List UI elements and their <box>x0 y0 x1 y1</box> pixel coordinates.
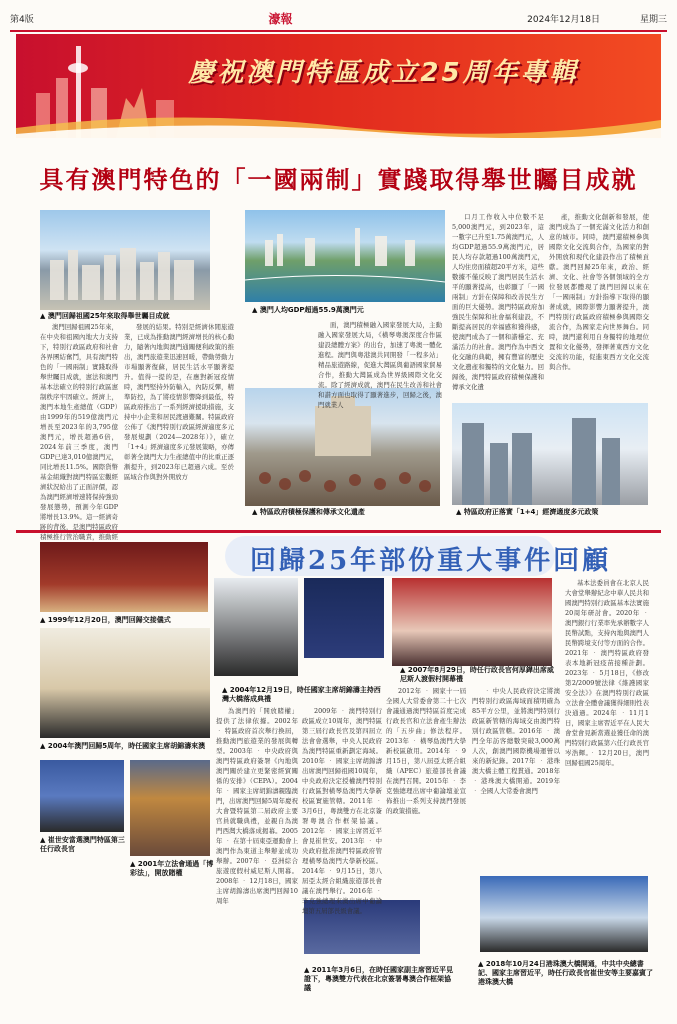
macau-cityscape-photo <box>40 210 210 310</box>
photo-caption: ▲ 2004年12月19日，時任國家主席胡錦濤主持西灣大橋落成典禮 <box>222 686 381 703</box>
article-column <box>40 322 118 541</box>
modern-buildings-photo <box>452 403 648 505</box>
photo-caption: ▲ 2007年8月29日，時任行政長官何厚鏵出席威尼斯人渡假村開幕禮 <box>400 666 554 683</box>
photo-caption: ▲ 澳門回歸祖國25年來取得舉世矚目成就 <box>40 312 170 320</box>
hzmb-opening-photo <box>480 876 648 952</box>
article-column <box>124 322 234 522</box>
venetian-opening-photo <box>392 578 552 666</box>
special-edition-banner <box>16 34 661 138</box>
photo-caption: ▲ 2011年3月6日，在時任國家副主席習近平見證下，粵澳雙方代表在北京簽署粵澳合作框架協議 <box>304 966 454 992</box>
photo-caption: ▲ 澳門人均GDP超過55.9萬澳門元 <box>252 306 364 314</box>
photo-caption: ▲ 1999年12月20日，澳門回歸交接儀式 <box>40 616 171 624</box>
article-column <box>549 212 649 400</box>
timeline-column <box>472 686 560 870</box>
timeline-text: 2012年 ‧ 國家十一屆全國人大常委會第二十七次會議通過澳門特區首度完成行政長官和立法會產生辦法的「五步曲」修法程序。2013年 ‧ 橫琴島澳門大學新校區啟用。2014年 ‧ 9月15日，第八屆亞太經合組織（APEC）旅遊部長會議在澳門召開。2015年 ‧ 李克強總理出席中葡論壇並宣佈推出一系列支持澳門發展的政策措施。 <box>386 687 466 815</box>
timeline-text: 2009年 ‧ 澳門特別行政區成立10周年，澳門特區第三屆行政長官及第四屆立法會會選舉，中央人民政府為澳門特區重新劃定海域。2010年 ‧ 國家主席胡錦濤出席澳門回歸祖國10周年，中央政府決定授權澳門特別行政區對橫琴島澳門大學新校區實施管轄。2011年 ‧ 3月6日，粵澳雙方在北京簽署粵澳合作框架協議。2012年 ‧ 國家主席習近平會見崔世安。2013年 ‧ 中央政府批准澳門特區政府管理橫琴島澳門大學新校區。2014年 ‧ 9月15日，第八屆亞太經合組織旅遊部長會議在澳門舉行。2016年 ‧ 李克強總理來澳出席中葡論壇第五屆部長級會議。 <box>302 707 382 915</box>
timeline-column <box>386 686 466 892</box>
banner-title: 慶祝澳門特區成立25周年專輯 <box>188 58 579 88</box>
chui-sai-on-portrait <box>40 760 124 832</box>
photo-caption: ▲ 2001年立法會通過「博彩法」，開放賭權 <box>130 860 214 877</box>
hu-jintao-visit-photo <box>40 628 210 738</box>
handover-ceremony-photo <box>40 542 208 612</box>
article-text: 澳門回歸祖國25年來，在中央和祖國內地大力支持下，特別行政區政府和社會各界團結奮鬥，具有澳門特色的「一國兩制」實踐取得舉世矚目成就，憲法和澳門基本法確立的特別行政區憲制秩序牢固確立。經濟上，澳門本地生產總值（GDP）由1999年的519億澳門元增長至2023年的3,795億澳門元，增長超過6倍，2024年前三季度，澳門GDP已達3,010億澳門元，同比增長11.5%。國際貨幣基金組織對澳門特區宏觀經濟狀況給出了正面評價，認為澳門經濟增速將保持強勁發展態勢，預測今年GDP將增長13.9%。這一經濟奇跡的背後，是澳門特區政府積極推行管治職責，推動經 <box>40 323 118 541</box>
issue-date: 2024年12月18日 <box>527 14 600 25</box>
timeline-column <box>216 706 298 1012</box>
article-text: 發展的結果。特別是經濟休閒旅遊業，已成為推動澳門經濟增長的核心動力，隨著內地與澳門通關便利政策的推出，澳門旅遊業迅速回暖，帶動勞動力市場顯著復蘇，居民生活水平顯著提升。值得一提的是，在應對新冠疫情時，澳門堅持外防輸入，內防反彈，精準防控，為了將疫情影響降到最低，特區政府推出了一系列經濟援助措施，支持中小企業和居民渡過難關。特區政府公佈了《澳門特別行政區經濟適度多元發展規劃（2024—2028年）》，確立「1+4」經濟適度多元發展策略，亦傳彰著全澳門大力生產總值中的比重正逐漸提升，到2023年已超過六成。至於區域合作與對外開放方 <box>124 323 234 481</box>
article-text: 產，推動文化創新和發展，使澳門成為了一個充滿文化活力和創意的城市。同時，澳門還積極參與國際文化交流與合作，為國家的對外開放和現代化建設作出了積極貢獻。澳門回歸25年來，政治、經濟、文化、社會等各個領域的全方位發展都體現了澳門回歸以來在「一國兩制」方針指導下取得的顯著成就，國際影響力顯著提升，澳門特別行政區政府積極參與國際交流合作，為國家走向世界舞台。同時，澳門還利用自身獨特的地理位置和文化優勢，發揮著東西方文化交流的功能，促進東西方文化交流與合作。 <box>549 213 649 371</box>
photo-caption: ▲ 2004年澳門回歸5周年，時任國家主席胡錦濤來澳 <box>40 742 206 750</box>
timeline-column <box>565 578 649 870</box>
banner-wave-decoration <box>16 108 661 138</box>
photo-caption: ▲ 特區政府積極保護和傳承文化遺產 <box>252 508 365 516</box>
photo-caption: ▲ 特區政府正落實「1+4」經濟適度多元政策 <box>456 508 599 516</box>
casino-night-photo <box>130 760 210 856</box>
bridge-plaque-photo <box>304 578 384 658</box>
page-header <box>10 6 667 32</box>
photo-caption: ▲ 2018年10月24日港珠澳大橋開通，中共中央總書記、國家主席習近平，時任行政長官崔世安等主要嘉賓了港珠澳大橋 <box>478 960 653 986</box>
article-column <box>452 212 544 400</box>
timeline-column <box>302 706 382 915</box>
photo-caption: ▲ 崔世安當選澳門特區第三任行政長官 <box>40 836 125 853</box>
article-text: 口月工作收入中位數不足5,000澳門元，到2023年，這一數字已升至1.75萬澳門元，人均GDP超過55.9萬澳門元，居民人均存款超過100萬澳門元，人均住房面積超20平方米，這些數據不僅反映了澳門居民生活水平的顯著提高，也彰顯了「一國兩制」方針在保障和改善民生方面的巨大優勢。澳門特區政府加強民生保障和社會福利建設，不斷提高居民的幸福感和獲得感，使澳門成為了一個和諧穩定、充滿活力的社會。澳門作為中西文化交融的典範，擁有豐富的歷史文化遺產和獨特的文化魅力。回歸後，澳門特區政府積極保護和傳承文化遺 <box>452 213 544 391</box>
issue-weekday: 星期三 <box>639 14 667 25</box>
section-title: 回歸25年部份重大事件回顧 <box>250 546 612 576</box>
article-column <box>318 320 442 409</box>
timeline-text: 為澳門的「開放賭權」提供了法律依據。2002年 ‧ 特區政府首次舉行換屆，推動澳門旅遊業的發展與轉型。2003年 ‧ 中央政府與澳門特區政府簽署《內地與澳門關於建立更緊密經貿關係的安排》（CEPA）。2004年 ‧ 國家主席胡錦濤親臨澳門，出席澳門回歸5周年慶祝大會暨特區第二屆政府主要官員就職典禮，並親自為澳門西灣大橋落成揭幕。2005年 ‧ 在第十屆東亞運動會上澳門作為東道主舉辦並成功舉辦。2007年 ‧ 亞洲綜合旅遊度假村威尼斯人開幕。2008年 ‧ 12月18日，國家主席胡錦濤出席澳門回歸10周年 <box>216 707 298 905</box>
article-text: 面，澳門積極融入國家發展大局，主動融入國家發展大局，《橫琴粵澳深度合作區建設總體方案》的出台，加速了粵澳一體化進程。澳門與粵港澳共同開發「一程多站」精品旅遊路線，促進大灣區與葡語國家貿易合作，推動大灣區成為世界級國際文化交流。除了經濟成就，澳門在民生改善和社會和諧方面也取得了顯著進步，回歸之後，澳門就業人 <box>318 321 442 409</box>
macau-peninsula-photo <box>245 210 445 302</box>
timeline-text: ‧ 中央人民政府決定將澳門特別行政區海域面積明確為85平方公里，並將澳門特別行政區新管轄的海域交由澳門特別行政區管轄。2016年 ‧ 澳門全年訪客總數突破3,000萬人次，創澳門國際機場運營以來的新紀錄。2017年 ‧ 港珠澳大橋主體工程貫通。2018年 ‧ 港珠澳大橋開通。2019年 ‧ 全國人大常委會澳門 <box>472 687 560 795</box>
newspaper-logo: 濠報 <box>268 11 293 26</box>
bridge-inauguration-photo <box>214 578 298 676</box>
main-headline: 具有澳門特色的「一國兩制」實踐取得舉世矚目成就 <box>39 165 638 194</box>
page-number: 第4版 <box>10 14 34 25</box>
timeline-text: 基本法委員會在北京人民大會堂舉辦紀念中華人民共和國澳門特別行政區基本法實施20周年研討會。2020年 ‧ 澳門銀行行業率先承辦數字人民幣試點，支持內地與澳門人民幣跨境支付等方面的合作。2021年 ‧ 澳門特區政府發表本地新冠疫苗接種計劃。2023年 ‧ 5月18日，《修改第2/2009號法律《維護國家安全法》》在澳門特別行政區立法會全體會議獲得細則性表決通過。2024年 ‧ 11月1日，國家主席習近平在人民大會堂會見新當選並獲任命的澳門特別行政區第六任行政長官岑浩輝。‧ 12月20日，澳門回歸祖國25周年。 <box>565 579 649 767</box>
